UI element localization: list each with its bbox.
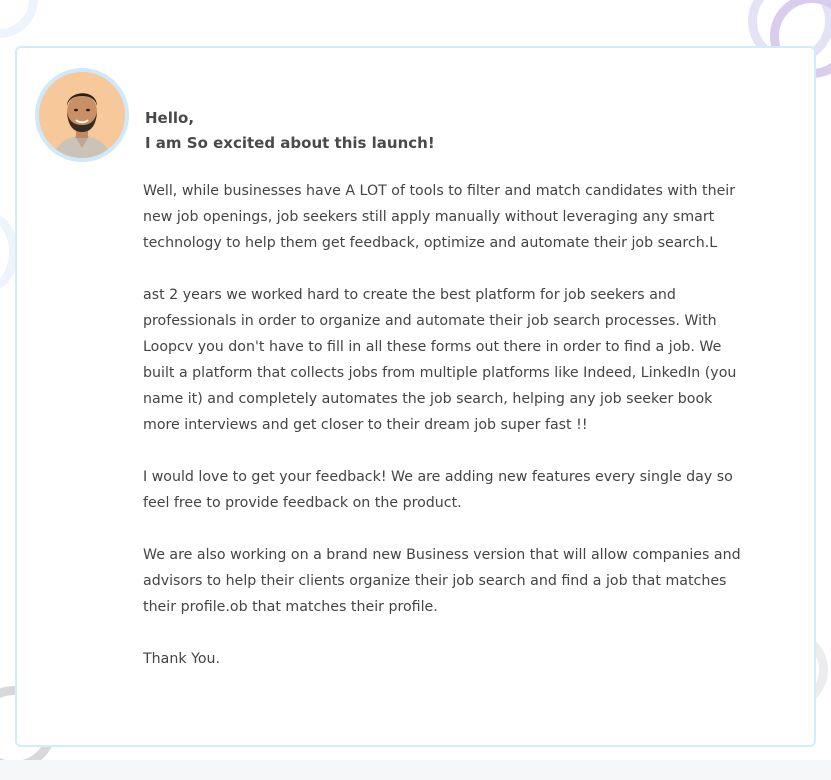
message-card bbox=[15, 46, 816, 747]
message-body bbox=[143, 178, 743, 672]
paragraph: ast 2 years we worked hard to create the best platform for job seekers and professionals in order to organize and automate their job search processes. With Loopcv you don't have to fill in all these forms out there in order to find a job. We built a platform that collects jobs from multiple platforms like Indeed, LinkedIn (you name it) and completely automates the job search, helping any job seeker book more interviews and get closer to their dream job super fast !! bbox=[143, 287, 737, 433]
greeting-excited: I am So excited about this launch! bbox=[145, 134, 435, 152]
person-photo-icon bbox=[39, 72, 125, 158]
greeting-hello: Hello, bbox=[145, 109, 195, 127]
sign-off: Thank You. bbox=[143, 651, 221, 667]
paragraph: I would love to get your feedback! We are adding new features every single day so feel free to provide feedback on the product. bbox=[143, 469, 733, 511]
avatar bbox=[35, 68, 129, 162]
paragraph: Well, while businesses have A LOT of tools to filter and match candidates with their new job openings, job seekers still apply manually without leveraging any smart technology to help them get feedback, optimize and automate their job search.L bbox=[143, 183, 736, 251]
greeting bbox=[145, 106, 435, 156]
decorative-ring bbox=[0, 0, 38, 38]
bottom-strip bbox=[0, 760, 831, 780]
paragraph: We are also working on a brand new Business version that will allow companies and advisors to help their clients organize their job search and find a job that matches their profile.ob that matches their profile. bbox=[143, 547, 741, 615]
